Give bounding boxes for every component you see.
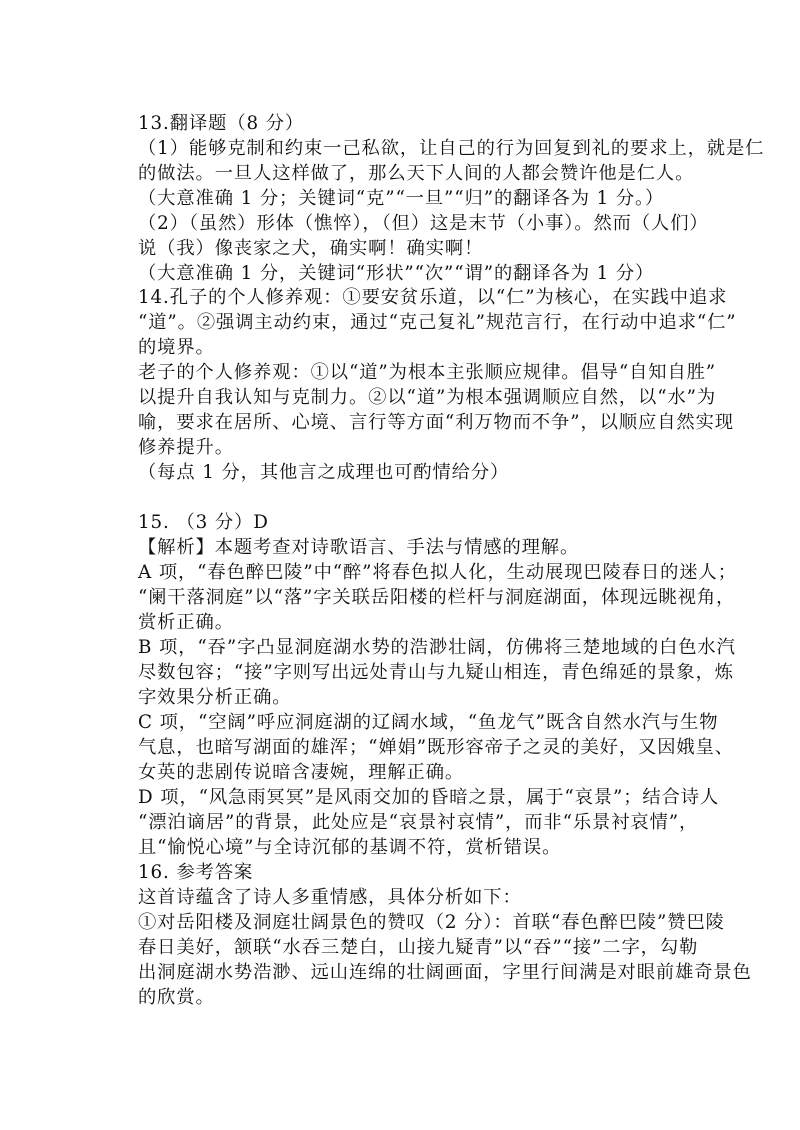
q15-option-a-line2: “阑干落洞庭”以“落”字关联岳阳楼的栏杆与洞庭湖面，体现远眺视角， (138, 587, 736, 608)
q15-option-d-line2: “漂泊谪居”的背景，此处应是“哀景衬哀情”，而非“乐景衬哀情”， (138, 812, 699, 833)
q16-point1-line1: ①对岳阳楼及洞庭壮阔景色的赞叹（2 分）：首联“春色醉巴陵”赞巴陵 (138, 912, 725, 933)
q14-confucius-line3: 的境界。 (138, 337, 215, 358)
q16-heading: 16. 参考答案 (138, 862, 254, 883)
q13-scoring-1: （大意准确 1 分；关键词“克”“一旦”“归”的翻译各为 1 分。） (138, 188, 665, 209)
q15-analysis-intro: 【解析】本题考查对诗歌语言、手法与情感的理解。 (138, 537, 580, 558)
q15-option-a-line1: A 项，“春色醉巴陵”中“醉”将春色拟人化，生动展现巴陵春日的迷人； (138, 562, 737, 583)
q15-option-b-line1: B 项，“吞”字凸显洞庭湖水势的浩渺壮阔，仿佛将三楚地域的白色水汽 (138, 637, 736, 658)
q13-answer-2-line2: 说（我）像丧家之犬，确实啊！确实啊！ (138, 238, 484, 259)
q16-point1-line2: 春日美好，颔联“水吞三楚白，山接九疑青”以“吞”“接”二字，勾勒 (138, 937, 699, 958)
q15-heading: 15. （3 分）D (138, 512, 269, 533)
q16-point1-line4: 的欣赏。 (138, 987, 215, 1008)
q16-point1-line3: 出洞庭湖水势浩渺、远山连绵的壮阔画面，字里行间满是对眼前雄奇景色 (138, 962, 752, 983)
q15-option-a-line3: 赏析正确。 (138, 612, 234, 633)
q13-answer-1-line2: 的做法。一旦人这样做了，那么天下人间的人都会赞许他是仁人。 (138, 163, 695, 184)
q16-intro: 这首诗蕴含了诗人多重情感，具体分析如下： (138, 887, 522, 908)
q15-option-c-line1: C 项，“空阔”呼应洞庭湖的辽阔水域，“鱼龙气”既含自然水汽与生物 (138, 712, 719, 733)
q13-scoring-2: （大意准确 1 分，关键词“形状”“次”“谓”的翻译各为 1 分） (138, 263, 655, 284)
q15-option-d-line1: D 项，“风急雨冥冥”是风雨交加的昏暗之景，属于“哀景”；结合诗人 (138, 787, 720, 808)
q14-laozi-line2: 以提升自我认知与克制力。②以“道”为根本强调顺应自然，以“水”为 (138, 387, 717, 408)
q13-answer-2-line1: （2）（虽然）形体（憔悴），（但）这是末节（小事）。然而（人们） (138, 213, 709, 234)
q15-option-c-line2: 气息，也暗写湖面的雄浑；“婵娟”既形容帝子之灵的美好，又因娥皇、 (138, 737, 734, 758)
q14-laozi-line3: 喻，要求在居所、心境、言行等方面“利万物而不争”，以顺应自然实现 (138, 412, 734, 433)
q14-confucius-line1: 14.孔子的个人修养观：①要安贫乐道，以“仁”为核心，在实践中追求 (138, 287, 728, 308)
q15-option-d-line3: 且“愉悦心境”与全诗沉郁的基调不符，赏析错误。 (138, 837, 562, 858)
q15-option-c-line3: 女英的悲剧传说暗含凄婉，理解正确。 (138, 762, 465, 783)
q13-heading: 13.翻译题（8 分） (138, 113, 305, 134)
q14-laozi-line4: 修养提升。 (138, 437, 234, 458)
q14-scoring: （每点 1 分，其他言之成理也可酌情给分） (138, 462, 510, 483)
q15-option-b-line3: 字效果分析正确。 (138, 687, 292, 708)
q13-answer-1-line1: （1）能够克制和约束一己私欲，让自己的行为回复到礼的要求上，就是仁 (138, 138, 765, 159)
q15-option-b-line2: 尽数包容；“接”字则写出远处青山与九疑山相连，青色绵延的景象，炼 (138, 662, 734, 683)
q14-laozi-line1: 老子的个人修养观：①以“道”为根本主张顺应规律。倡导“自知自胜” (138, 362, 717, 383)
q14-confucius-line2: “道”。②强调主动约束，通过“克己复礼”规范言行，在行动中追求“仁” (138, 312, 737, 333)
